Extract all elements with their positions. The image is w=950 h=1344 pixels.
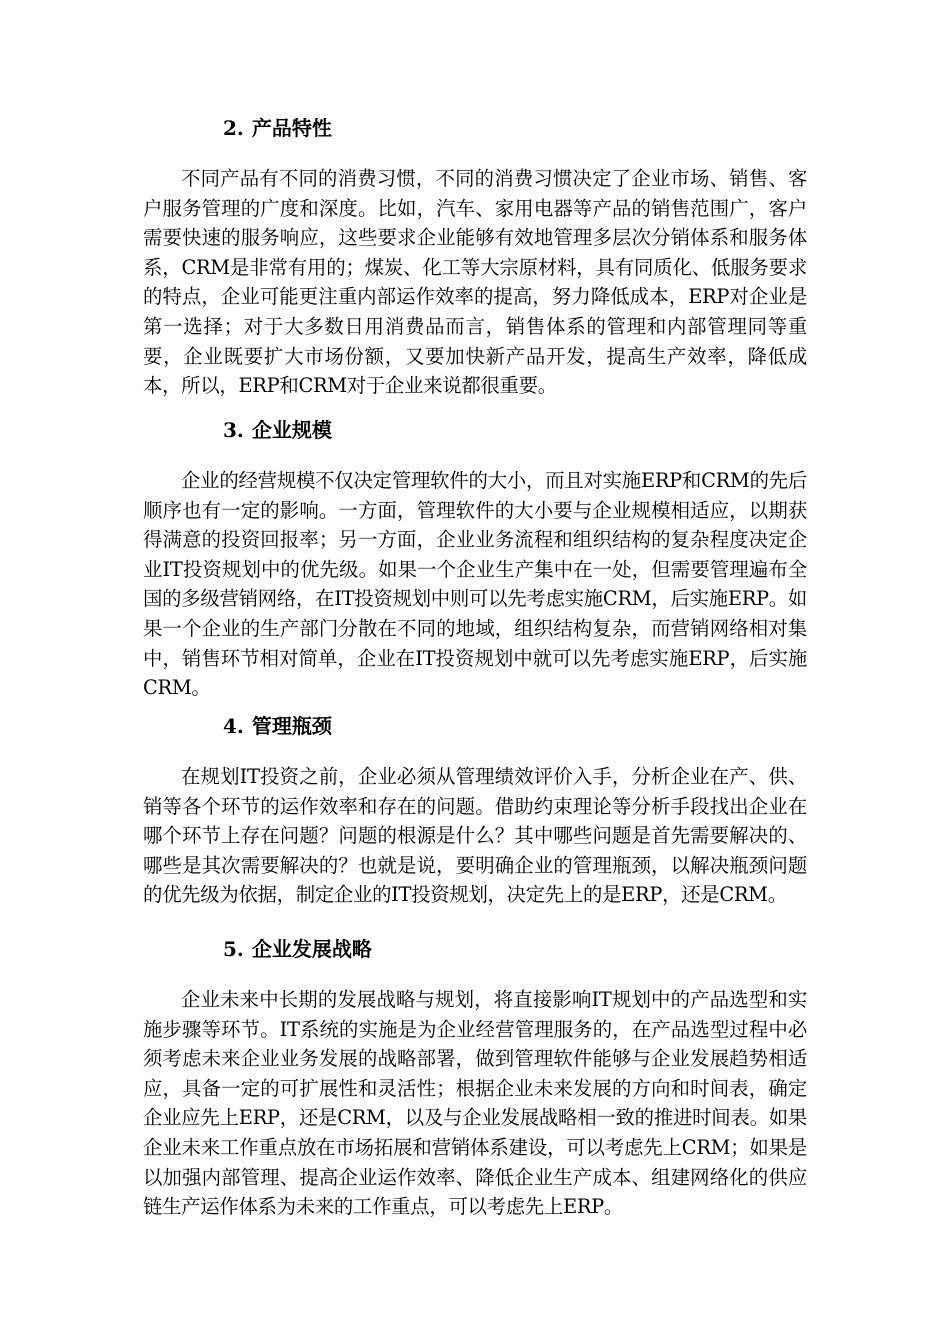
section-enterprise-scale: [143, 416, 807, 703]
section-number: 4.: [223, 714, 244, 738]
section-heading: [143, 712, 807, 740]
section-number: 2.: [223, 116, 244, 140]
section-title: 企业发展战略: [251, 937, 372, 961]
section-title: 管理瓶颈: [251, 714, 332, 738]
section-management-bottleneck: [143, 712, 807, 910]
section-title: 企业规模: [251, 418, 332, 442]
section-number: 3.: [223, 418, 244, 442]
section-heading: [143, 935, 807, 963]
section-heading: [143, 416, 807, 444]
section-paragraph: 企业的经营规模不仅决定管理软件的大小，而且对实施ERP和CRM的先后顺序也有一定的影响。一方面，管理软件的大小要与企业规模相适应，以期获得满意的投资回报率；另一方面，企业业务流程和组织结构的复杂程度决定企业IT投资规划中的优先级。如果一个企业生产集中在一处，但需要管理遍布全国的多级营销网络，在IT投资规划中则可以先考虑实施CRM，后实施ERP。如果一个企业的生产部门分散在不同的地域，组织结构复杂，而营销网络相对集中，销售环节相对简单，企业在IT投资规划中就可以先考虑实施ERP，后实施CRM。: [143, 469, 807, 700]
section-paragraph: 企业未来中长期的发展战略与规划，将直接影响IT规划中的产品选型和实施步骤等环节。IT系统的实施是为企业经营管理服务的，在产品选型过程中必须考虑未来企业业务发展的战略部署，做到管理软件能够与企业发展趋势相适应，具备一定的可扩展性和灵活性；根据企业未来发展的方向和时间表，确定企业应先上ERP，还是CRM，以及与企业发展战略相一致的推进时间表。如果企业未来工作重点放在市场拓展和营销体系建设，可以考虑先上CRM；如果是以加强内部管理、提高企业运作效率、降低企业生产成本、组建网络化的供应链生产运作体系为未来的工作重点，可以考虑先上ERP。: [143, 988, 807, 1219]
section-development-strategy: [143, 935, 807, 1222]
section-heading: [143, 114, 807, 142]
section-title: 产品特性: [251, 116, 332, 140]
section-paragraph: 不同产品有不同的消费习惯，不同的消费习惯决定了企业市场、销售、客户服务管理的广度和深度。比如，汽车、家用电器等产品的销售范围广，客户需要快速的服务响应，这些要求企业能够有效地管理多层次分销体系和服务体系，CRM是非常有用的；煤炭、化工等大宗原材料，具有同质化、低服务要求的特点，企业可能更注重内部运作效率的提高，努力降低成本，ERP对企业是第一选择；对于大多数日用消费品而言，销售体系的管理和内部管理同等重要，企业既要扩大市场份额，又要加快新产品开发，提高生产效率，降低成本，所以，ERP和CRM对于企业来说都很重要。: [143, 167, 807, 398]
section-number: 5.: [223, 937, 244, 961]
section-paragraph: 在规划IT投资之前，企业必须从管理绩效评价入手，分析企业在产、供、销等各个环节的运作效率和存在的问题。借助约束理论等分析手段找出企业在哪个环节上存在问题？问题的根源是什么？其中哪些问题是首先需要解决的、哪些是其次需要解决的？也就是说，要明确企业的管理瓶颈，以解决瓶颈问题的优先级为依据，制定企业的IT投资规划，决定先上的是ERP，还是CRM。: [143, 765, 807, 907]
section-product-characteristics: [143, 114, 807, 401]
